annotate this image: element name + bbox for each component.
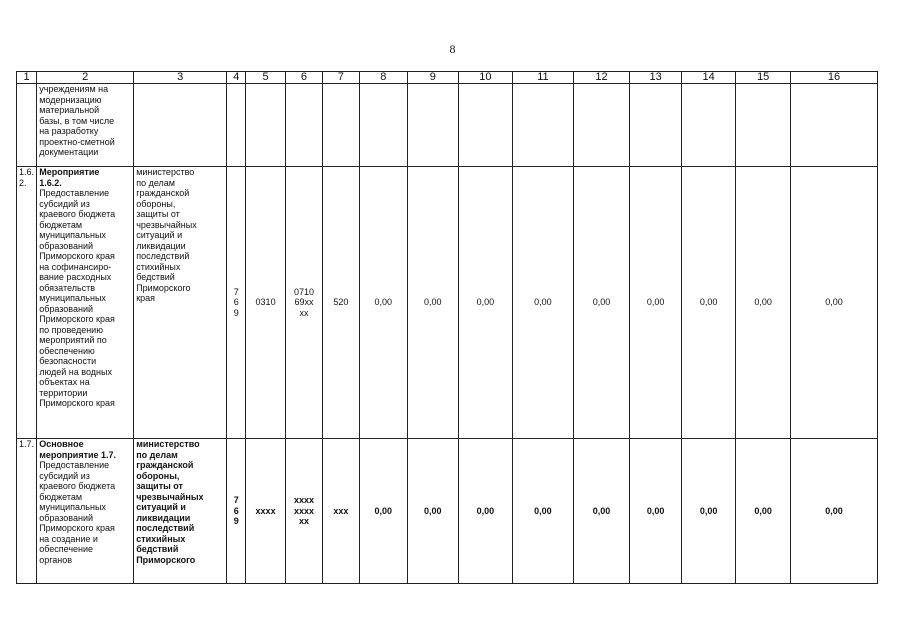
activity-text: Предоставление субсидий из краевого бюджета бюджетам муниципальных образований Приморского края на софинансиро- вание расходных обязательств муниципальных образований Приморского края по проведению мероприятий по обеспечению безопасности людей на водных объектах на территории Приморского края: [39, 188, 116, 408]
row-number: 1.7.: [17, 439, 37, 584]
grbs-cell: 7 6 9: [227, 167, 246, 439]
value-cell: 0,00: [408, 439, 459, 584]
header-cell: 14: [681, 72, 736, 84]
value-cell: [630, 84, 682, 167]
header-cell: 12: [573, 72, 630, 84]
value-cell: 0,00: [736, 439, 791, 584]
value-cell: [736, 84, 791, 167]
value-cell: 0,00: [513, 167, 574, 439]
page-number: 8: [449, 42, 456, 56]
header-cell: 7: [323, 72, 359, 84]
executor-cell: министерство по делам гражданской обороны, защиты от чрезвычайных ситуаций и ликвидации последствий стихийных бедствий Приморского: [134, 439, 227, 584]
executor-cell: [134, 84, 227, 167]
value-cell: [681, 84, 736, 167]
vr-cell: ххх: [323, 439, 359, 584]
activity-name-cell: [37, 167, 134, 439]
rzpr-cell: хххх: [246, 439, 285, 584]
activity-title: Основное мероприятие 1.7.: [39, 439, 117, 460]
activity-name-cell: [37, 84, 134, 167]
header-row: [17, 72, 878, 84]
activity-text: учреждениям на модернизацию материальной базы, в том числе на разработку проектно-сметной документации: [39, 84, 115, 157]
header-cell: 5: [246, 72, 285, 84]
value-cell: 0,00: [736, 167, 791, 439]
header-cell: 9: [408, 72, 459, 84]
rzpr-cell: 0310: [246, 167, 285, 439]
value-cell: 0,00: [573, 167, 630, 439]
activity-text: Предоставление субсидий из краевого бюджета бюджетам муниципальных образований Приморского края на создание и обеспечение органов: [39, 460, 116, 565]
value-cell: 0,00: [408, 167, 459, 439]
header-cell: 16: [790, 72, 877, 84]
value-cell: 0,00: [681, 167, 736, 439]
vr-cell: 520: [323, 167, 359, 439]
header-cell: 4: [227, 72, 246, 84]
table-row: [17, 167, 878, 439]
value-cell: 0,00: [681, 439, 736, 584]
header-cell: 1: [17, 72, 37, 84]
grbs-cell: 7 6 9: [227, 439, 246, 584]
header-cell: 3: [134, 72, 227, 84]
value-cell: 0,00: [790, 439, 877, 584]
row-number: [17, 84, 37, 167]
value-cell: [513, 84, 574, 167]
activity-name-cell: [37, 439, 134, 584]
value-cell: 0,00: [573, 439, 630, 584]
header-cell: 8: [359, 72, 408, 84]
grbs-cell: [227, 84, 246, 167]
value-cell: [790, 84, 877, 167]
value-cell: 0,00: [359, 167, 408, 439]
csr-cell: хххх хххх хх: [285, 439, 322, 584]
row-number: 1.6. 2.: [17, 167, 37, 439]
csr-cell: [285, 84, 322, 167]
value-cell: 0,00: [458, 439, 513, 584]
header-cell: 15: [736, 72, 791, 84]
executor-cell: министерство по делам гражданской обороны, защиты от чрезвычайных ситуаций и ликвидации последствий стихийных бедствий Приморского края: [134, 167, 227, 439]
value-cell: 0,00: [513, 439, 574, 584]
rzpr-cell: [246, 84, 285, 167]
value-cell: [573, 84, 630, 167]
value-cell: 0,00: [458, 167, 513, 439]
header-cell: 10: [458, 72, 513, 84]
value-cell: 0,00: [630, 167, 682, 439]
value-cell: [359, 84, 408, 167]
value-cell: 0,00: [630, 439, 682, 584]
value-cell: 0,00: [790, 167, 877, 439]
csr-cell: 0710 69хх хх: [285, 167, 322, 439]
value-cell: 0,00: [359, 439, 408, 584]
value-cell: [408, 84, 459, 167]
budget-table: [16, 71, 878, 584]
vr-cell: [323, 84, 359, 167]
header-cell: 6: [285, 72, 322, 84]
activity-title: Мероприятие 1.6.2.: [39, 167, 100, 188]
value-cell: [458, 84, 513, 167]
header-cell: 13: [630, 72, 682, 84]
table-row: [17, 84, 878, 167]
header-cell: 11: [513, 72, 574, 84]
table-row: [17, 439, 878, 584]
header-cell: 2: [37, 72, 134, 84]
